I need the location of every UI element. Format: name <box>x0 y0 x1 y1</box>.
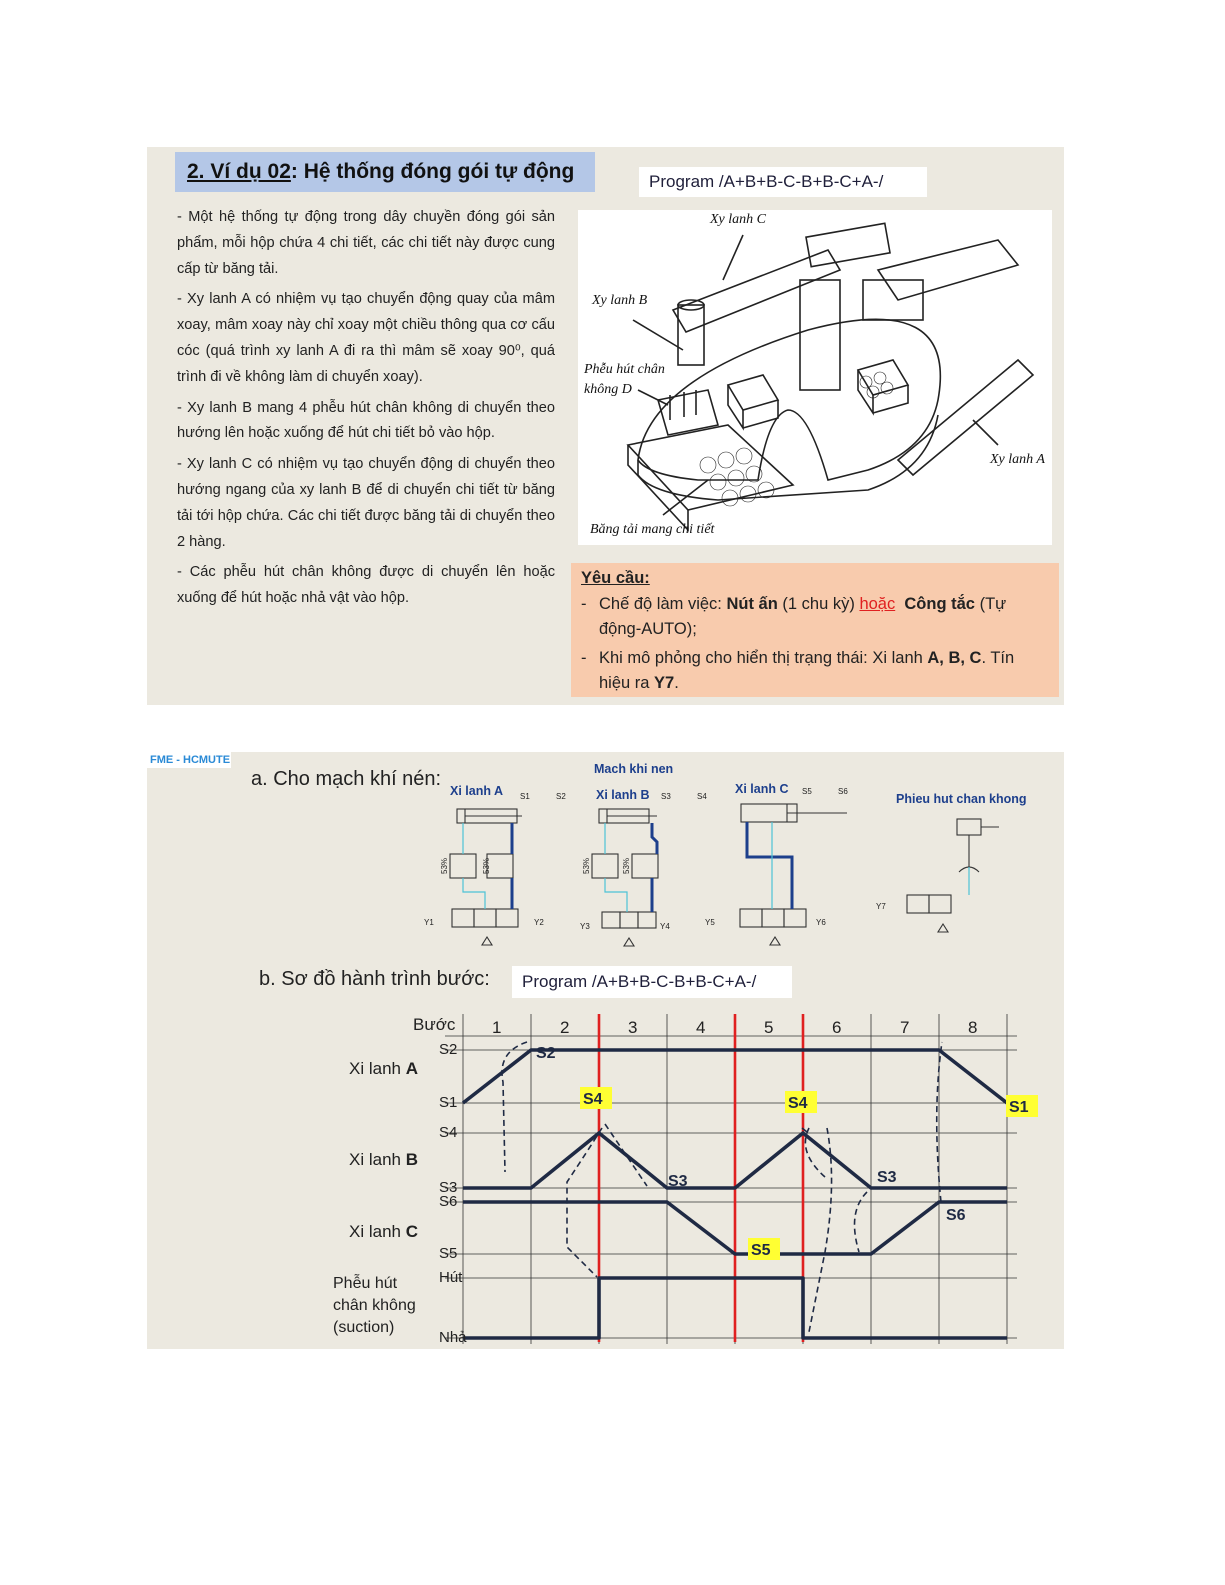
description <box>177 205 555 617</box>
level-label-high: S2 <box>439 1041 458 1058</box>
throttle-label: 53% <box>582 857 591 874</box>
coil-label-y5: Y5 <box>705 918 715 927</box>
machine-illustration <box>578 210 1052 545</box>
level-label-high: Hút <box>439 1269 463 1286</box>
step-number: 2 <box>560 1018 570 1037</box>
annotation-s6: S6 <box>946 1207 966 1224</box>
step-number: 8 <box>968 1018 978 1037</box>
level-label-high: S4 <box>439 1124 458 1141</box>
label-cylinder-a: Xy lanh A <box>990 452 1045 467</box>
slide-packaging-system <box>147 147 1064 705</box>
section-b-title: b. Sơ đồ hành trình bước: <box>259 968 490 990</box>
throttle-label: 53% <box>482 857 491 874</box>
step-number: 7 <box>900 1018 910 1037</box>
slide-title: 2. Ví dụ 02: Hệ thống đóng gói tự động <box>175 152 595 192</box>
annotation-s1: S1 <box>1009 1099 1029 1116</box>
slide-circuit-and-diagram <box>147 752 1064 1349</box>
fme-logo: FME - HCMUTE <box>147 752 231 768</box>
row-label-d2: chân không <box>333 1297 416 1314</box>
paragraph: - Các phễu hút chân không được di chuyển lên hoặc xuống để hút hoặc nhả vật vào hộp. <box>177 564 555 607</box>
level-label-low: S5 <box>439 1245 458 1262</box>
requirement-1: - Chế độ làm việc: Nút ấn (1 chu kỳ) hoặc Công tắc (Tự động-AUTO); <box>581 595 1007 638</box>
label-conveyor: Băng tải mang chi tiết <box>590 522 715 537</box>
step-number: 3 <box>628 1018 638 1037</box>
row-label-a: Xi lanh A <box>349 1059 418 1078</box>
label-cylinder-b: Xy lanh B <box>592 293 648 308</box>
row-label-d1: Phễu hút <box>333 1275 398 1292</box>
circuit-cyl-b: Xi lanh B <box>596 788 650 802</box>
coil-label-y3: Y3 <box>580 922 590 931</box>
row-label-b: Xi lanh B <box>349 1150 418 1169</box>
requirement-2: - Khi mô phỏng cho hiển thị trạng thái: Xi lanh A, B, C. Tín hiệu ra Y7. <box>581 649 1015 692</box>
coil-label-y2: Y2 <box>534 918 544 927</box>
annotation-s4: S4 <box>583 1091 603 1108</box>
requirements-box <box>571 563 1059 697</box>
step-number: 1 <box>492 1018 502 1037</box>
level-label-low: S3 <box>439 1179 458 1196</box>
sensor-label-s5: S5 <box>802 787 812 796</box>
circuit-cyl-c: Xi lanh C <box>735 782 789 796</box>
sensor-label-s3: S3 <box>661 792 671 801</box>
signal-arrow <box>855 1192 868 1252</box>
step-label: Bước <box>413 1015 456 1034</box>
paragraph: - Một hệ thống tự động trong dây chuyền đóng gói sản phẩm, mỗi hộp chứa 4 chi tiết, các chi tiết này được cung cấp từ băng tải. <box>177 209 555 277</box>
throttle-label: 53% <box>622 857 631 874</box>
requirements-title: Yêu cầu: <box>581 569 650 587</box>
program-sequence-2: Program /A+B+B-C-B+B-C+A-/ <box>512 966 792 998</box>
step-number: 6 <box>832 1018 842 1037</box>
step-number: 5 <box>764 1018 774 1037</box>
annotation-s5: S5 <box>751 1242 771 1259</box>
section-a-title: a. Cho mạch khí nén: <box>251 768 442 790</box>
level-label-low: Nhả <box>439 1329 467 1346</box>
coil-label-y6: Y6 <box>816 918 826 927</box>
row-label-c: Xi lanh C <box>349 1222 418 1241</box>
label-cylinder-c: Xy lanh C <box>710 212 766 227</box>
signal-arrow <box>809 1128 832 1332</box>
sensor-label-s6: S6 <box>838 787 848 796</box>
coil-label-y1: Y1 <box>424 918 434 927</box>
sensor-label-s2: S2 <box>556 792 566 801</box>
paragraph: - Xy lanh B mang 4 phễu hút chân không di chuyển theo hướng lên hoặc xuống để hút chi tiết bỏ vào hộp. <box>177 399 555 442</box>
step-number: 4 <box>696 1018 706 1037</box>
level-label-low: S1 <box>439 1094 458 1111</box>
step-diagram <box>147 752 1064 1349</box>
annotation-s3: S3 <box>668 1173 688 1190</box>
sensor-label-s4: S4 <box>697 792 707 801</box>
label-vacuum-d-1: Phễu hút chân <box>584 362 665 377</box>
coil-label-y7: Y7 <box>876 902 886 911</box>
paragraph: - Xy lanh A có nhiệm vụ tạo chuyển động quay của mâm xoay, mâm xoay này chỉ xoay một chiều thông qua cơ cấu cóc (quá trình xy lanh A đi ra thì mâm sẽ xoay 90⁰, quá trình đi về không làm di chuyển xoay). <box>177 291 555 385</box>
circuit-vacuum: Phieu hut chan khong <box>896 792 1027 806</box>
throttle-label: 53% <box>440 857 449 874</box>
annotation-s4: S4 <box>788 1095 808 1112</box>
circuit-cyl-a: Xi lanh A <box>450 784 504 798</box>
paragraph: - Xy lanh C có nhiệm vụ tạo chuyển động di chuyển theo hướng ngang của xy lanh B để di chuyển chi tiết từ băng tải tới hộp chứa. Các chi tiết được băng tải di chuyển theo 2 hàng. <box>177 456 555 550</box>
coil-label-y4: Y4 <box>660 922 670 931</box>
label-vacuum-d-2: không D <box>584 382 632 397</box>
sensor-label-s1: S1 <box>520 792 530 801</box>
annotation-s2: S2 <box>536 1045 556 1062</box>
row-label-d3: (suction) <box>333 1319 395 1336</box>
annotation-s3: S3 <box>877 1169 897 1186</box>
program-sequence: Program /A+B+B-C-B+B-C+A-/ <box>639 167 927 197</box>
circuit-title: Mach khi nen <box>594 762 674 776</box>
level-label-high: S6 <box>439 1193 458 1210</box>
